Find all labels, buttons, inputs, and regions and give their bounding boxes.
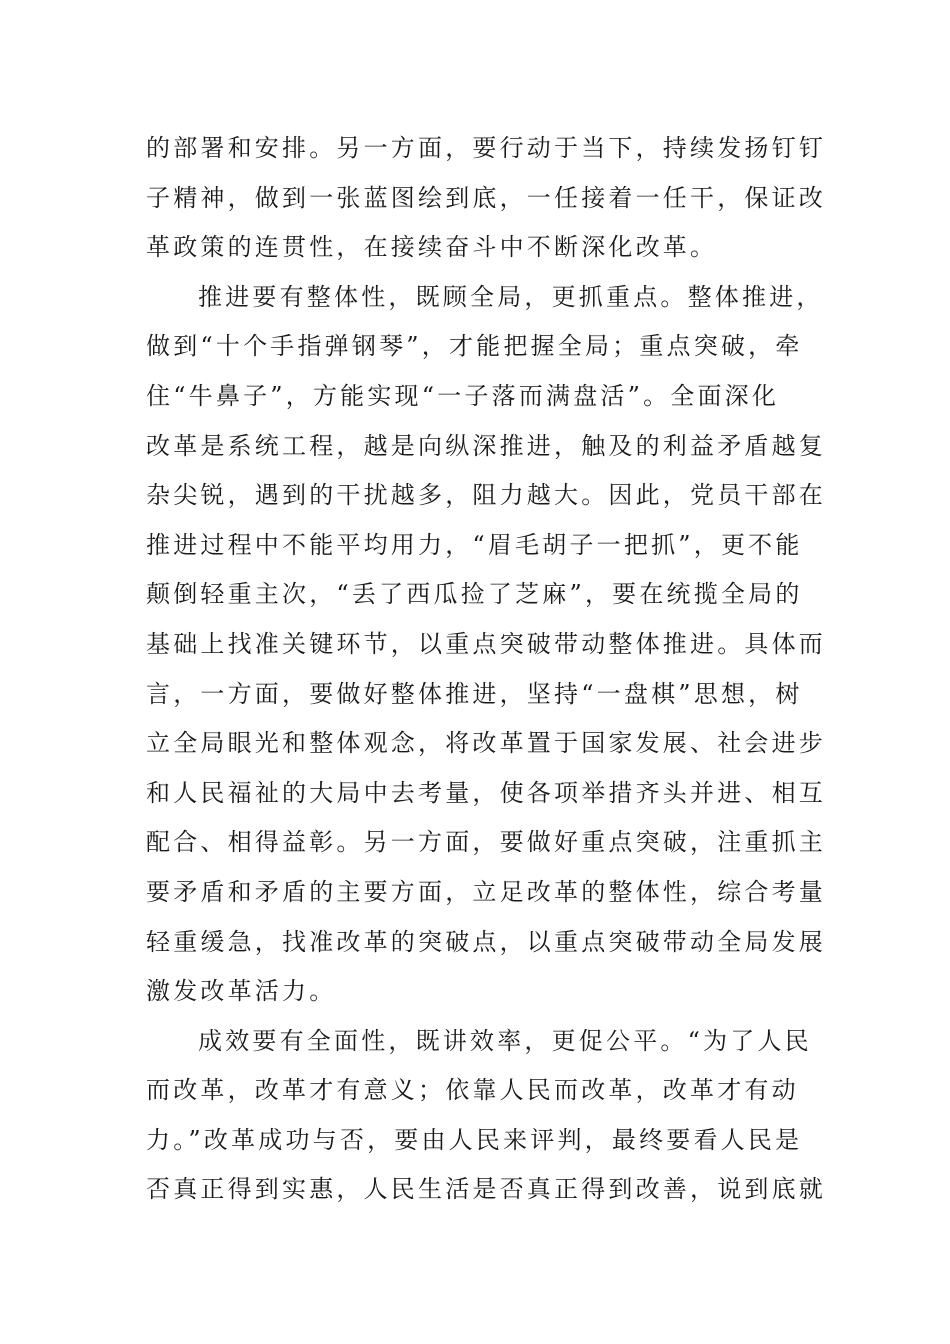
text-line: 要矛盾和矛盾的主要方面，立足改革的整体性，综合考量: [146, 877, 826, 906]
text-line: 推进过程中不能平均用力，“眉毛胡子一把抓”，更不能: [146, 530, 803, 559]
text-line: 力。”改革成功与否，要由人民来评判，最终要看人民是: [146, 1125, 803, 1154]
text-line: 和人民福祉的大局中去考量，使各项举措齐头并进、相互: [146, 778, 826, 807]
text-line: 而改革，改革才有意义；依靠人民而改革，改革才有动: [146, 1076, 799, 1105]
text-line: 颠倒轻重主次，“丢了西瓜捡了芝麻”，要在统揽全局的: [146, 580, 803, 609]
text-line: 做到“十个手指弹钢琴”，才能把握全局；重点突破，牵: [146, 332, 803, 361]
body-text: [146, 124, 826, 1215]
text-line: 的部署和安排。另一方面，要行动于当下，持续发扬钉钉: [146, 134, 826, 162]
paragraph-start-line: 成效要有全面性，既讲效率，更促公平。“为了人民: [198, 1026, 812, 1055]
text-line: 杂尖锐，遇到的干扰越多，阻力越大。因此，党员干部在: [146, 481, 826, 510]
text-line: 立全局眼光和整体观念，将改革置于国家发展、社会进步: [146, 729, 826, 758]
text-line: 配合、相得益彰。另一方面，要做好重点突破，注重抓主: [146, 828, 826, 857]
text-line: 否真正得到实惠，人民生活是否真正得到改善，说到底就: [146, 1175, 826, 1204]
text-line: 言，一方面，要做好整体推进，坚持“一盘棋”思想，树: [146, 679, 803, 708]
text-line: 基础上找准关键环节，以重点突破带动整体推进。具体而: [146, 629, 826, 658]
text-line: 子精神，做到一张蓝图绘到底，一任接着一任干，保证改: [146, 183, 826, 212]
text-line: 革政策的连贯性，在接续奋斗中不断深化改革。: [146, 233, 718, 262]
paragraph-start-line: 推进要有整体性，既顾全局，更抓重点。整体推进，: [198, 282, 824, 311]
text-line: 激发改革活力。: [146, 977, 337, 1006]
text-line: 改革是系统工程，越是向纵深推进，触及的利益矛盾越复: [146, 431, 826, 460]
text-line: 轻重缓急，找准改革的突破点，以重点突破带动全局发展: [146, 927, 826, 956]
text-line: 住“牛鼻子”，方能实现“一子落而满盘活”。全面深化: [146, 381, 780, 410]
